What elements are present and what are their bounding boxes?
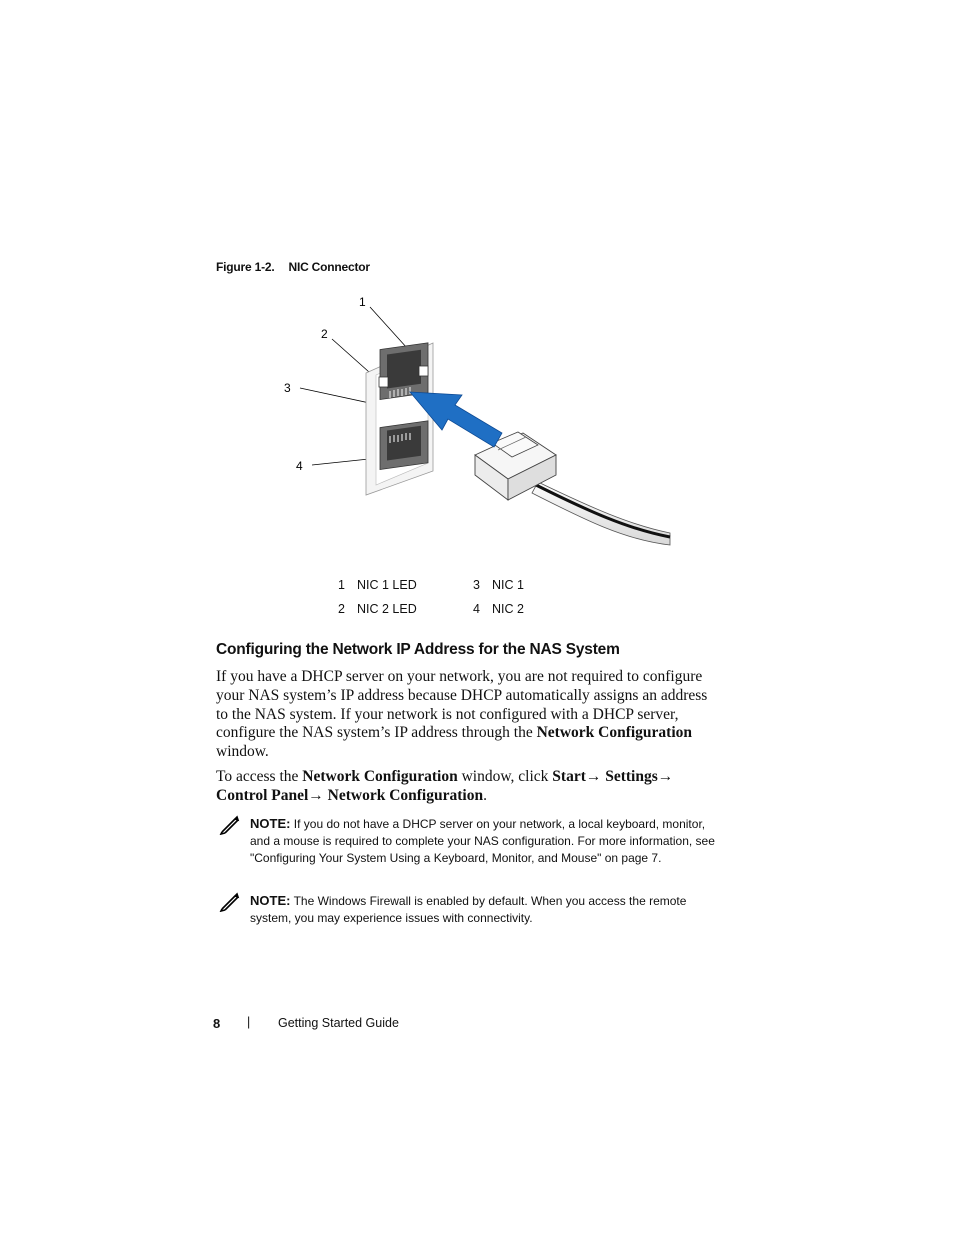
legend-label: NIC 1 LED xyxy=(357,578,417,592)
callout-1: 1 xyxy=(359,295,366,309)
paragraph-text: window, click xyxy=(457,768,553,785)
figure-title: NIC Connector xyxy=(288,260,370,274)
menu-path: Start→ Settings→ Control Panel→ Network Configuration xyxy=(216,768,674,804)
paragraph-text: . xyxy=(483,786,487,804)
note-text: The Windows Firewall is enabled by default. When you access the remote system, you may experience issues with connectivity. xyxy=(250,894,687,925)
paragraph-dhcp xyxy=(216,668,716,762)
nic-connector-illustration xyxy=(270,285,680,555)
note-text: If you do not have a DHCP server on your network, a local keyboard, monitor, and a mouse is required to complete your NAS configuration. For more information, see "Configuring Your System Using a Keyboard, Monitor, and Mouse" on page 7. xyxy=(250,817,715,865)
paragraph-text: window. xyxy=(216,743,269,761)
callout-4: 4 xyxy=(296,459,303,473)
callout-3: 3 xyxy=(284,381,291,395)
page-number: 8 xyxy=(213,1016,221,1031)
nic-2-led xyxy=(379,377,388,387)
figure-number: Figure 1-2. xyxy=(216,260,275,274)
section-heading: Configuring the Network IP Address for the NAS System xyxy=(216,641,620,658)
legend-number: 3 xyxy=(473,578,480,592)
legend-number: 4 xyxy=(473,602,480,616)
figure-caption xyxy=(216,260,370,274)
footer-separator: | xyxy=(247,1015,251,1029)
legend-label: NIC 1 xyxy=(492,578,524,592)
nic-1-led xyxy=(419,366,428,376)
document-title: Getting Started Guide xyxy=(278,1016,399,1030)
nic-2-port xyxy=(380,421,428,470)
network-cable xyxy=(532,482,670,545)
note-label: NOTE: xyxy=(250,893,291,908)
legend-number: 2 xyxy=(338,602,345,616)
pencil-note-icon xyxy=(219,815,241,835)
legend-number: 1 xyxy=(338,578,345,592)
paragraph-text: If you have a DHCP server on your network, you are not required to configure your NAS system’s IP address because DHCP automatically assigns an address to the NAS system. If your network is not configured with a DHCP server, configure the NAS system’s IP address through the xyxy=(216,668,708,742)
paragraph-access xyxy=(216,768,716,806)
legend-label: NIC 2 LED xyxy=(357,602,417,616)
ui-term-network-configuration: Network Configuration xyxy=(302,768,458,785)
callout-2: 2 xyxy=(321,327,328,341)
paragraph-text: To access the xyxy=(216,768,303,785)
legend-label: NIC 2 xyxy=(492,602,524,616)
pencil-note-icon xyxy=(219,892,241,912)
note-label: NOTE: xyxy=(250,816,291,831)
ui-term-network-configuration: Network Configuration xyxy=(536,724,693,742)
